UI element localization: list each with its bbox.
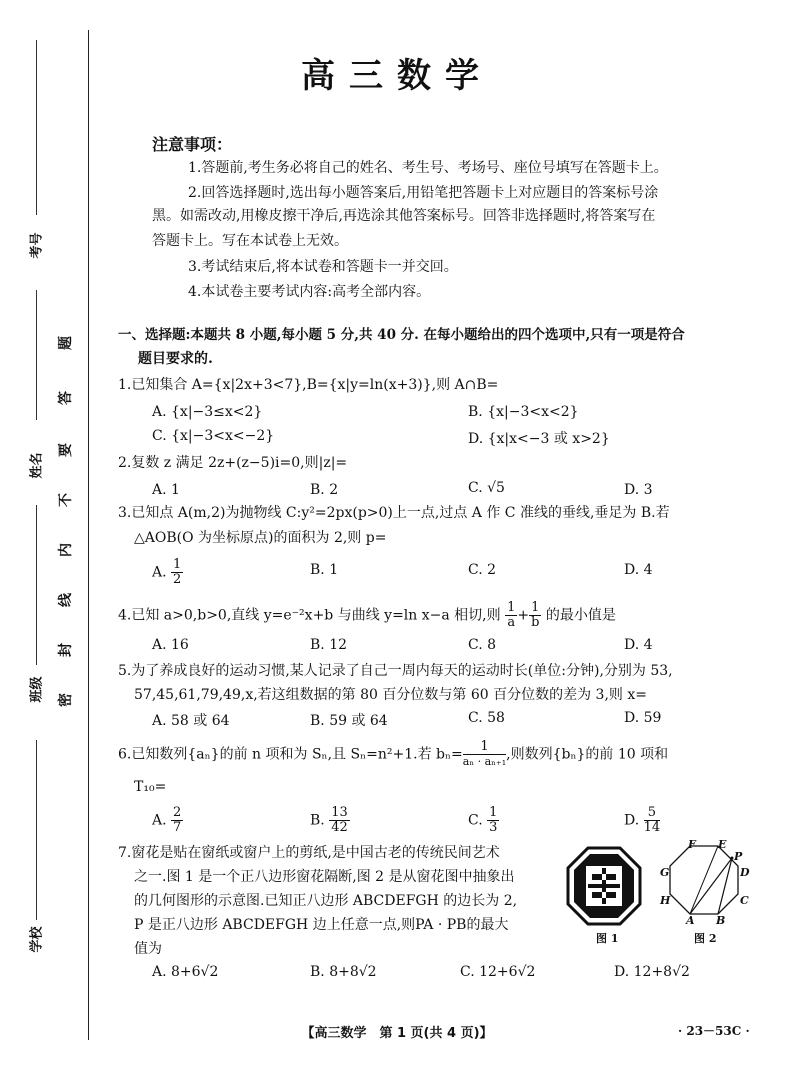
fraction <box>171 806 183 835</box>
page-footer: 【高三数学 第 1 页(共 4 页)】 <box>301 1026 493 1041</box>
section-heading: 一、选择题:本题共 8 小题,每小题 5 分,共 40 分. 在每小题给出的四个选项中,只有一项是符合 <box>118 327 685 343</box>
vertex-label-f: F <box>688 838 696 851</box>
q2-stem: 2.复数 z 满足 2z+(z−5)i=0,则|z|= <box>118 455 348 471</box>
q4-option-a: A. 16 <box>152 637 189 653</box>
notice-heading: 注意事项： <box>152 135 233 154</box>
option-letter: A. <box>152 812 167 829</box>
notice-item: 答题卡上。写在本试卷上无效。 <box>152 233 348 249</box>
q6-stem-cont: T₁₀= <box>134 779 167 795</box>
notice-item: 2.回答选择题时,选出每小题答案后,用铅笔把答题卡上对应题目的答案标号涂 <box>188 185 659 201</box>
q7-stem-cont: 值为 <box>134 941 162 957</box>
q6-option-c <box>468 806 499 835</box>
seal-char: 要 <box>58 443 74 457</box>
vertex-label-d: D <box>740 866 750 879</box>
q3-option-b: B. 1 <box>310 562 339 578</box>
school-label: 学校 <box>29 926 45 953</box>
vertex-label-g: G <box>660 866 670 879</box>
seal-char: 密 <box>58 693 74 707</box>
seal-char: 内 <box>58 543 74 557</box>
q3-stem-cont: △AOB(O 为坐标原点)的面积为 2,则 p= <box>134 530 387 546</box>
seal-char: 题 <box>58 336 74 350</box>
q2-option-d: D. 3 <box>624 482 653 498</box>
option-letter: D. <box>624 812 640 829</box>
q7-option-b: B. 8+8√2 <box>310 964 377 980</box>
q7-option-c: C. 12+6√2 <box>460 964 536 980</box>
q6-stem-post: ,则数列{bₙ}的前 10 项和 <box>506 746 669 763</box>
option-letter: B. <box>310 812 325 829</box>
vertex-label-e: E <box>718 838 727 851</box>
fraction <box>505 601 517 630</box>
notice-item: 黑。如需改动,用橡皮擦干净后,再选涂其他答案标号。回答非选择题时,将答案写在 <box>152 208 656 224</box>
numerator: 1 <box>507 600 516 615</box>
denominator: 3 <box>489 820 498 835</box>
fraction <box>529 601 541 630</box>
q3-stem: 3.已知点 A(m,2)为抛物线 C:y²=2px(p>0)上一点,过点 A 作 C 准线的垂线,垂足为 B.若 <box>118 505 670 521</box>
denominator: aₙ · aₙ₊₁ <box>462 755 507 768</box>
numerator: 1 <box>463 740 506 755</box>
fraction <box>463 740 506 769</box>
q4-option-d: D. 4 <box>624 637 653 653</box>
q7-stem-cont: P 是正八边形 ABCDEFGH 边上任意一点,则PA · PB的最大 <box>134 917 509 933</box>
q7-stem-cont: 的几何图形的示意图.已知正八边形 ABCDEFGH 的边长为 2, <box>134 893 518 909</box>
q6-option-d <box>624 806 660 835</box>
option-letter: C. <box>468 812 483 829</box>
exam-number-label: 考号 <box>29 232 45 259</box>
seal-char: 封 <box>58 643 74 657</box>
denominator: 42 <box>331 820 348 835</box>
name-blank <box>36 290 37 420</box>
denominator: 2 <box>173 572 182 587</box>
q7-stem: 7.窗花是贴在窗纸或窗户上的剪纸,是中国古老的传统民间艺术 <box>118 845 500 861</box>
vertex-label-a: A <box>686 914 695 927</box>
notice-item: 4.本试卷主要考试内容:高考全部内容。 <box>188 284 431 300</box>
seal-char: 不 <box>58 493 74 507</box>
denominator: b <box>531 615 540 630</box>
name-label: 姓名 <box>29 452 45 479</box>
fraction <box>329 806 350 835</box>
vertex-label-b: B <box>716 914 726 927</box>
q6-option-b <box>310 806 350 835</box>
q4-option-c: C. 8 <box>468 637 497 653</box>
denominator: 7 <box>173 820 182 835</box>
fraction <box>644 806 661 835</box>
denominator: 14 <box>643 820 661 835</box>
q3-option-c: C. 2 <box>468 562 497 578</box>
q5-option-b: B. 59 或 64 <box>310 713 388 729</box>
section-heading-cont: 题目要求的. <box>138 351 213 367</box>
q5-option-d: D. 59 <box>624 710 662 726</box>
q5-option-a: A. 58 或 64 <box>152 713 230 729</box>
window-flower-figure <box>566 846 642 926</box>
q2-option-a: A. 1 <box>152 482 180 498</box>
q7-stem-cont: 之一.图 1 是一个正八边形窗花隔断,图 2 是从窗花图中抽象出 <box>134 869 515 885</box>
vertex-label-p: P <box>734 850 743 863</box>
numerator: 1 <box>489 805 498 820</box>
seal-char: 线 <box>58 593 74 607</box>
q6-stem-pre: 6.已知数列{aₙ}的前 n 项和为 Sₙ,且 Sₙ=n²+1.若 bₙ= <box>118 746 463 763</box>
denominator: a <box>507 615 516 630</box>
q1-option-a: A. {x|−3≤x<2} <box>152 404 263 420</box>
class-label: 班级 <box>29 676 45 703</box>
vertex-label-h: H <box>660 894 671 907</box>
q4-stem-post: 的最小值是 <box>545 607 616 624</box>
q7-option-a: A. 8+6√2 <box>152 964 219 980</box>
q6-option-a <box>152 806 183 835</box>
numerator: 2 <box>173 805 182 820</box>
q1-stem: 1.已知集合 A={x|2x+3<7},B={x|y=ln(x+3)},则 A∩B= <box>118 377 499 393</box>
q4-stem <box>118 601 616 630</box>
q2-option-c: C. √5 <box>468 480 505 496</box>
fraction <box>171 558 183 587</box>
notice-item: 1.答题前,考生务必将自己的姓名、考生号、考场号、座位号填写在答题卡上。 <box>188 160 668 176</box>
page-title: 高三数学 <box>301 56 493 96</box>
class-blank <box>36 505 37 665</box>
q1-option-c: C. {x|−3<x<−2} <box>152 428 275 444</box>
q1-option-d: D. {x|x<−3 或 x>2} <box>468 431 610 447</box>
paper-code: · 23－53C · <box>678 1024 750 1038</box>
q5-stem-cont: 57,45,61,79,49,x,若这组数据的第 80 百分位数与第 60 百分位数的差为 3,则 x= <box>134 687 647 703</box>
fraction <box>487 806 499 835</box>
q3-option-a <box>152 558 183 587</box>
q1-option-b: B. {x|−3<x<2} <box>468 404 579 420</box>
notice-item: 3.考试结束后,将本试卷和答题卡一并交回。 <box>188 259 458 275</box>
figure-2-caption: 图 2 <box>694 932 717 945</box>
binding-line <box>88 30 89 1040</box>
q4-option-b: B. 12 <box>310 637 348 653</box>
q4-stem-pre: 4.已知 a>0,b>0,直线 y=e⁻²x+b 与曲线 y=ln x−a 相切,则 <box>118 607 501 624</box>
q7-option-d: D. 12+8√2 <box>614 964 690 980</box>
seal-char: 答 <box>58 391 74 405</box>
numerator: 1 <box>531 600 540 615</box>
numerator: 13 <box>331 805 348 820</box>
q5-stem: 5.为了养成良好的运动习惯,某人记录了自己一周内每天的运动时长(单位:分钟),分别为 53, <box>118 663 673 679</box>
q2-option-b: B. 2 <box>310 482 339 498</box>
vertex-label-c: C <box>740 894 749 907</box>
q6-stem <box>118 740 668 769</box>
numerator: 1 <box>173 557 182 572</box>
figure-1-caption: 图 1 <box>596 932 619 945</box>
plus-sign: + <box>517 607 530 624</box>
school-blank <box>36 740 37 920</box>
q5-option-c: C. 58 <box>468 710 505 726</box>
option-letter: A. <box>152 564 167 581</box>
q3-option-d: D. 4 <box>624 562 653 578</box>
numerator: 5 <box>644 806 661 821</box>
